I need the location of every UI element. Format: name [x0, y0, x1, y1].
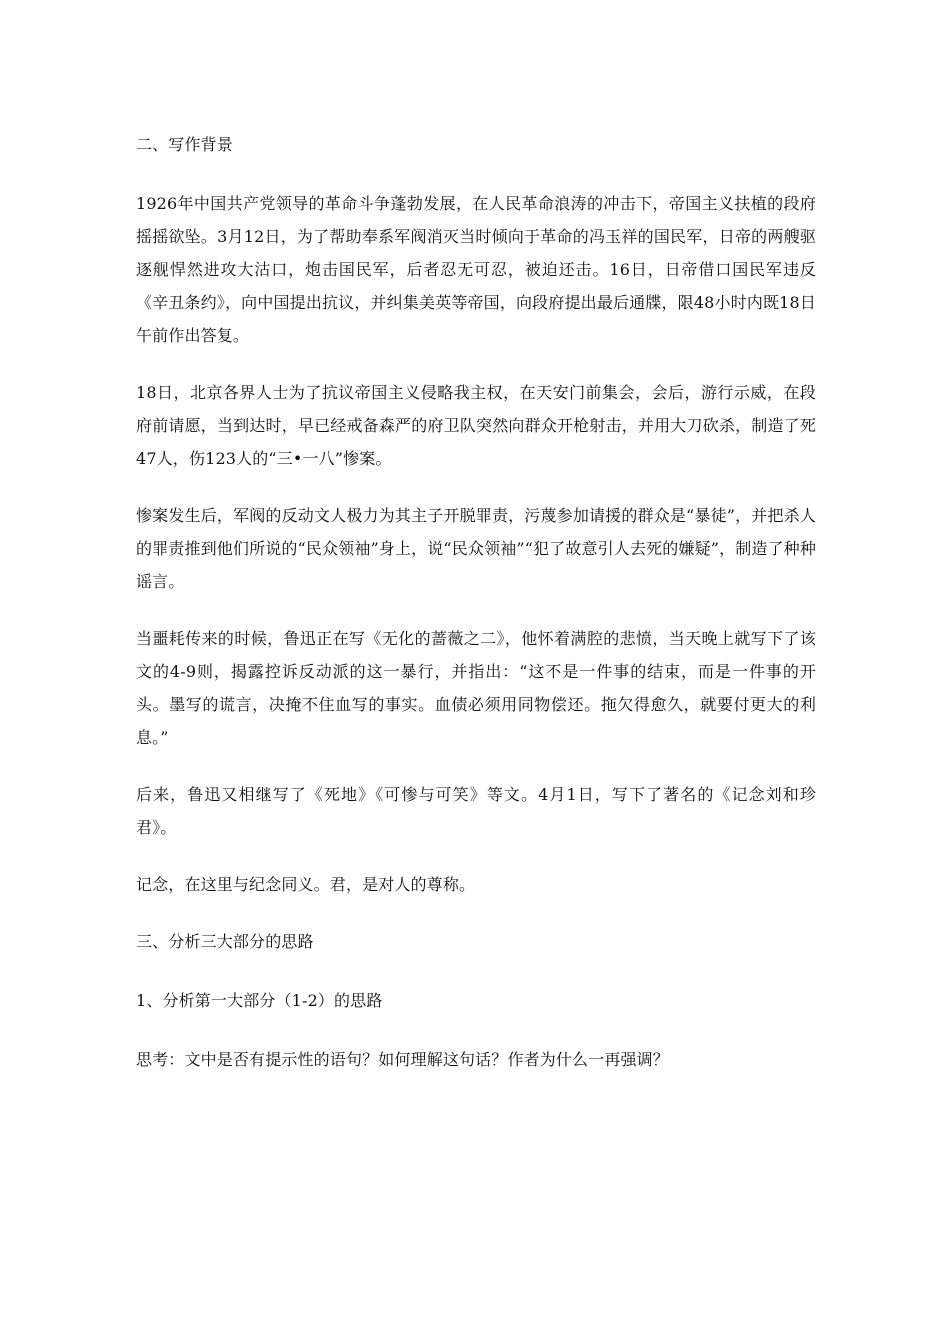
paragraph-later-writings: 后来，鲁迅又相继写了《死地》《可惨与可笑》等文。4月1日，写下了著名的《记念刘和珍君》。 — [136, 785, 816, 837]
paragraph-lu-xun-response: 当噩耗传来的时候，鲁迅正在写《无化的蔷薇之二》，他怀着满腔的悲愤，当天晚上就写下了该文的4-9则，揭露控诉反动派的这一暴行，并指出：“这不是一件事的结束，而是一件事的开头。墨写的谎言，决掩不住血写的事实。血债必须用同物偿还。拖欠得愈久，就要付更大的利息。” — [136, 629, 816, 747]
thinking-question: 思考：文中是否有提示性的语句？如何理解这句话？作者为什么一再强调？ — [136, 1050, 669, 1069]
subsection-heading-first-part: 1、分析第一大部分（1-2）的思路 — [136, 991, 383, 1010]
paragraph-background-1926: 1926年中国共产党领导的革命斗争蓬勃发展，在人民革命浪涛的冲击下，帝国主义扶植的段府摇摇欲坠。3月12日，为了帮助奉系军阀消灭当时倾向于革命的冯玉祥的国民军，日帝的两艘驱逐舰悍然进攻大沽口，炮击国民军，后者忍无可忍，被迫还击。16日，日帝借口国民军违反《辛丑条约》，向中国提出抗议，并纠集美英等帝国，向段府提出最后通牒，限48小时内既18日午前作出答复。 — [136, 194, 816, 345]
paragraph-title-explanation: 记念，在这里与纪念同义。君，是对人的尊称。 — [136, 875, 476, 894]
paragraph-after-massacre-rumors: 惨案发生后，军阀的反动文人极力为其主子开脱罪责，污蔑参加请援的群众是“暴徒”，并把杀人的罪责推到他们所说的“民众领袖”身上，说“民众领袖”“犯了故意引人去死的嫌疑”，制造了种种谣言。 — [136, 506, 816, 591]
paragraph-march-18-massacre: 18日，北京各界人士为了抗议帝国主义侵略我主权，在天安门前集会，会后，游行示威，在段府前请愿，当到达时，早已经戒备森严的府卫队突然向群众开枪射击，并用大刀砍杀，制造了死47人，伤123人的“三•一八”惨案。 — [136, 383, 816, 468]
section-heading-writing-background: 二、写作背景 — [136, 135, 233, 154]
section-heading-analysis: 三、分析三大部分的思路 — [136, 932, 314, 951]
document-body — [136, 128, 816, 1100]
